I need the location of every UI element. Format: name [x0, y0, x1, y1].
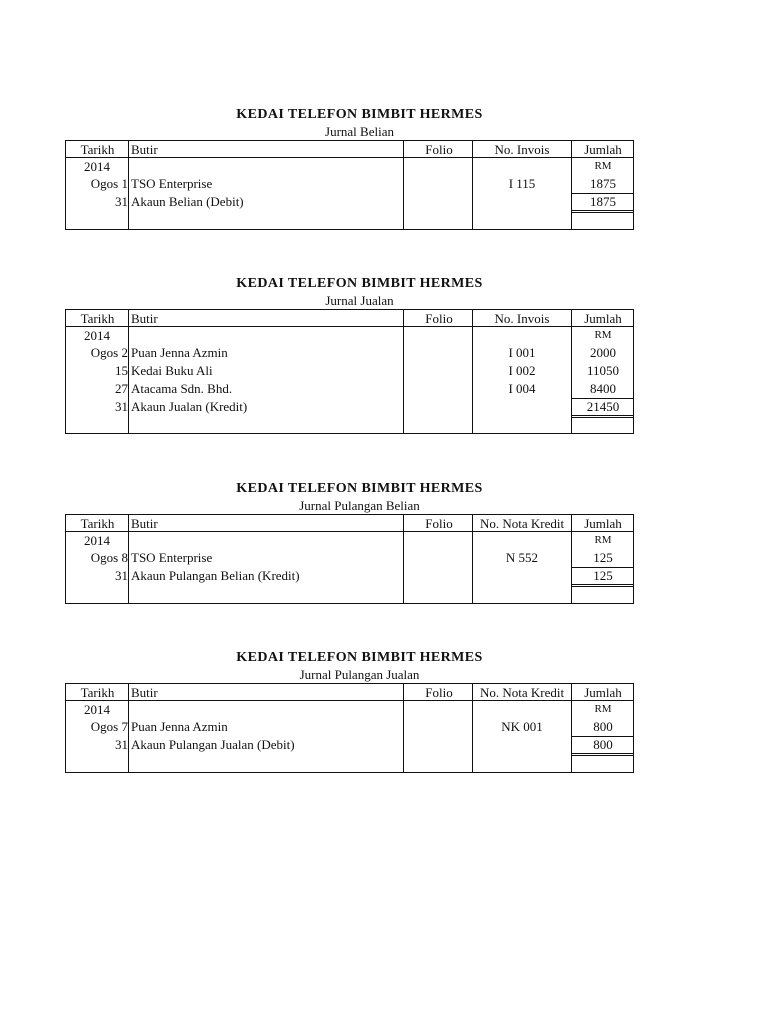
row-date: 31: [115, 399, 128, 414]
header-folio: Folio: [425, 142, 453, 157]
row-ref: I 004: [508, 381, 536, 396]
row-date: Ogos 1: [90, 176, 128, 191]
row-total-amount: 800: [593, 737, 613, 752]
journal-shop-title: KEDAI TELEFON BIMBIT HERMES: [236, 650, 483, 665]
row-item: Atacama Sdn. Bhd.: [131, 381, 233, 396]
row-item: Akaun Jualan (Kredit): [131, 399, 248, 414]
row-item: Puan Jenna Azmin: [131, 345, 228, 360]
year-cell: 2014: [84, 533, 110, 548]
journal-table: [65, 683, 634, 773]
row-total-amount: 1875: [590, 194, 616, 209]
column-divider: [128, 141, 129, 229]
row-ref: I 002: [508, 363, 536, 378]
journal-shop-title: KEDAI TELEFON BIMBIT HERMES: [236, 107, 483, 122]
header-jumlah: Jumlah: [584, 516, 622, 531]
row-amount: 1875: [590, 176, 616, 191]
journal-name: Jurnal Pulangan Jualan: [299, 667, 420, 682]
table-header: [66, 141, 633, 158]
column-divider: [403, 310, 404, 433]
total-double-line: [572, 753, 634, 756]
year-cell: 2014: [84, 159, 110, 174]
journal-name: Jurnal Pulangan Belian: [299, 498, 420, 513]
row-total-amount: 125: [593, 568, 613, 583]
row-amount: 125: [593, 550, 613, 565]
row-ref: I 115: [508, 176, 536, 191]
row-amount: 2000: [590, 345, 616, 360]
currency-cell: RM: [594, 160, 612, 172]
header-butir: Butir: [131, 311, 158, 326]
total-double-line: [572, 584, 634, 587]
row-date: 15: [115, 363, 128, 378]
journal-shop-title: KEDAI TELEFON BIMBIT HERMES: [236, 276, 483, 291]
header-ref: No. Invois: [494, 142, 550, 157]
year-cell: 2014: [84, 328, 110, 343]
column-divider: [403, 684, 404, 772]
journal-shop-title: KEDAI TELEFON BIMBIT HERMES: [236, 481, 483, 496]
row-date: Ogos 7: [90, 719, 128, 734]
column-divider: [128, 515, 129, 603]
header-jumlah: Jumlah: [584, 685, 622, 700]
journal-table: [65, 309, 634, 434]
currency-cell: RM: [594, 534, 612, 546]
header-jumlah: Jumlah: [584, 142, 622, 157]
row-ref: I 001: [508, 345, 536, 360]
header-tarikh: Tarikh: [80, 311, 115, 326]
row-date: 27: [115, 381, 128, 396]
row-item: Akaun Pulangan Jualan (Debit): [131, 737, 295, 752]
journal-table: [65, 514, 634, 604]
column-divider: [403, 141, 404, 229]
journal-name: Jurnal Jualan: [325, 293, 394, 308]
row-item: TSO Enterprise: [131, 176, 213, 191]
total-double-line: [572, 415, 634, 418]
journal-table: [65, 140, 634, 230]
row-item: Kedai Buku Ali: [131, 363, 213, 378]
row-amount: 11050: [586, 363, 620, 378]
row-date: Ogos 2: [90, 345, 128, 360]
currency-cell: RM: [594, 703, 612, 715]
table-header: [66, 515, 633, 532]
column-divider: [403, 515, 404, 603]
currency-cell: RM: [594, 329, 612, 341]
row-ref: N 552: [505, 550, 539, 565]
header-tarikh: Tarikh: [80, 142, 115, 157]
row-item: Puan Jenna Azmin: [131, 719, 228, 734]
row-date: 31: [115, 737, 128, 752]
row-item: Akaun Pulangan Belian (Kredit): [131, 568, 300, 583]
journal-jualan: [65, 275, 634, 434]
row-total-amount: 21450: [586, 399, 620, 414]
journal-pulangan-jualan: [65, 649, 634, 773]
header-ref: No. Invois: [494, 311, 550, 326]
year-cell: 2014: [84, 702, 110, 717]
row-item: Akaun Belian (Debit): [131, 194, 244, 209]
header-folio: Folio: [425, 516, 453, 531]
table-header: [66, 684, 633, 701]
journal-belian: [65, 106, 634, 230]
header-folio: Folio: [425, 685, 453, 700]
row-date: 31: [115, 568, 128, 583]
column-divider: [128, 310, 129, 433]
header-tarikh: Tarikh: [80, 685, 115, 700]
total-double-line: [572, 210, 634, 213]
journal-pulangan-belian: [65, 480, 634, 604]
row-date: 31: [115, 194, 128, 209]
row-date: Ogos 8: [90, 550, 128, 565]
table-header: [66, 310, 633, 327]
header-jumlah: Jumlah: [584, 311, 622, 326]
header-ref: No. Nota Kredit: [479, 516, 565, 531]
header-butir: Butir: [131, 142, 158, 157]
header-tarikh: Tarikh: [80, 516, 115, 531]
header-folio: Folio: [425, 311, 453, 326]
column-divider: [128, 684, 129, 772]
header-ref: No. Nota Kredit: [479, 685, 565, 700]
row-amount: 8400: [590, 381, 616, 396]
header-butir: Butir: [131, 685, 158, 700]
row-amount: 800: [593, 719, 613, 734]
row-item: TSO Enterprise: [131, 550, 213, 565]
row-ref: NK 001: [501, 719, 543, 734]
journal-name: Jurnal Belian: [325, 124, 394, 139]
header-butir: Butir: [131, 516, 158, 531]
